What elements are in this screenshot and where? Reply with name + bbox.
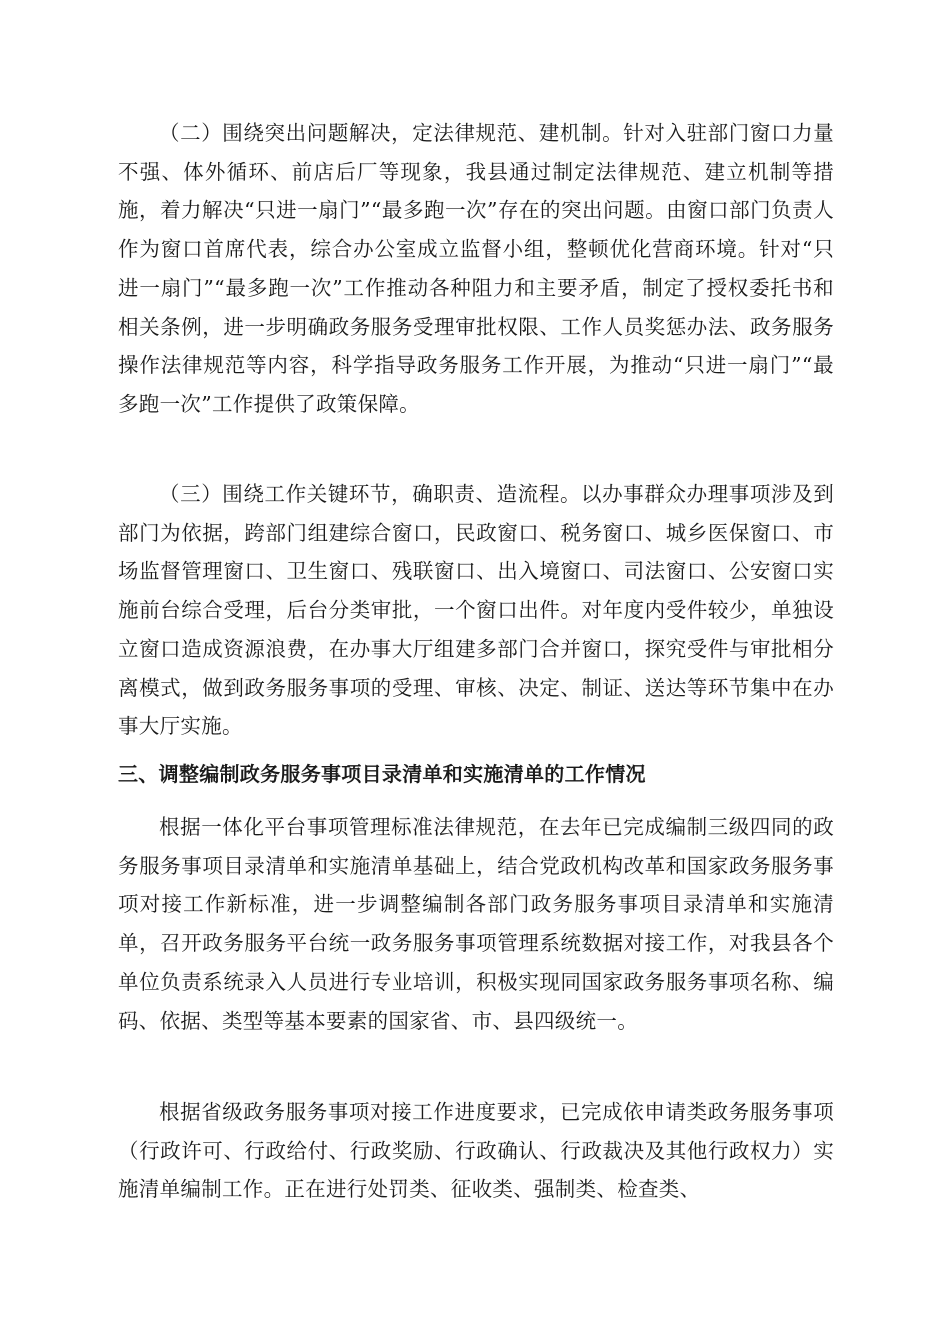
section-heading-3: 三、调整编制政务服务事项目录清单和实施清单的工作情况 [118, 762, 646, 786]
paragraph-section-3-2: 根据省级政务服务事项对接工作进度要求，已完成依申请类政务服务事项（行政许可、行政给付、行政奖励、行政确认、行政裁决及其他行政权力）实施清单编制工作。正在进行处罚类、征收类、强制类、检查类、 [118, 1100, 834, 1202]
paragraph-section-2-3: （三）围绕工作关键环节，确职责、造流程。以办事群众办理事项涉及到部门为依据，跨部门组建综合窗口，民政窗口、税务窗口、城乡医保窗口、市场监督管理窗口、卫生窗口、残联窗口、出入境窗口、司法窗口、公安窗口实施前台综合受理，后台分类审批，一个窗口出件。对年度内受件较少，单独设立窗口造成资源浪费，在办事大厅组建多部门合并窗口，探究受件与审批相分离模式，做到政务服务事项的受理、审核、决定、制证、送达等环节集中在办事大厅实施。 [118, 482, 834, 739]
paragraph-section-2-2: （二）围绕突出问题解决，定法律规范、建机制。针对入驻部门窗口力量不强、体外循环、前店后厂等现象，我县通过制定法律规范、建立机制等措施，着力解决“只进一扇门”“最多跑一次”存在的突出问题。由窗口部门负责人作为窗口首席代表，综合办公室成立监督小组，整顿优化营商环境。针对“只进一扇门”“最多跑一次”工作推动各种阻力和主要矛盾，制定了授权委托书和相关条例，进一步明确政务服务受理审批权限、工作人员奖惩办法、政务服务操作法律规范等内容，科学指导政务服务工作开展，为推动“只进一扇门”“最多跑一次”工作提供了政策保障。 [118, 121, 834, 416]
paragraph-section-3-1: 根据一体化平台事项管理标准法律规范，在去年已完成编制三级四同的政务服务事项目录清单和实施清单基础上，结合党政机构改革和国家政务服务事项对接工作新标准，进一步调整编制各部门政务服务事项目录清单和实施清单，召开政务服务平台统一政务服务事项管理系统数据对接工作，对我县各个单位负责系统录入人员进行专业培训，积极实现同国家政务服务事项名称、编码、依据、类型等基本要素的国家省、市、县四级统一。 [118, 815, 834, 1033]
